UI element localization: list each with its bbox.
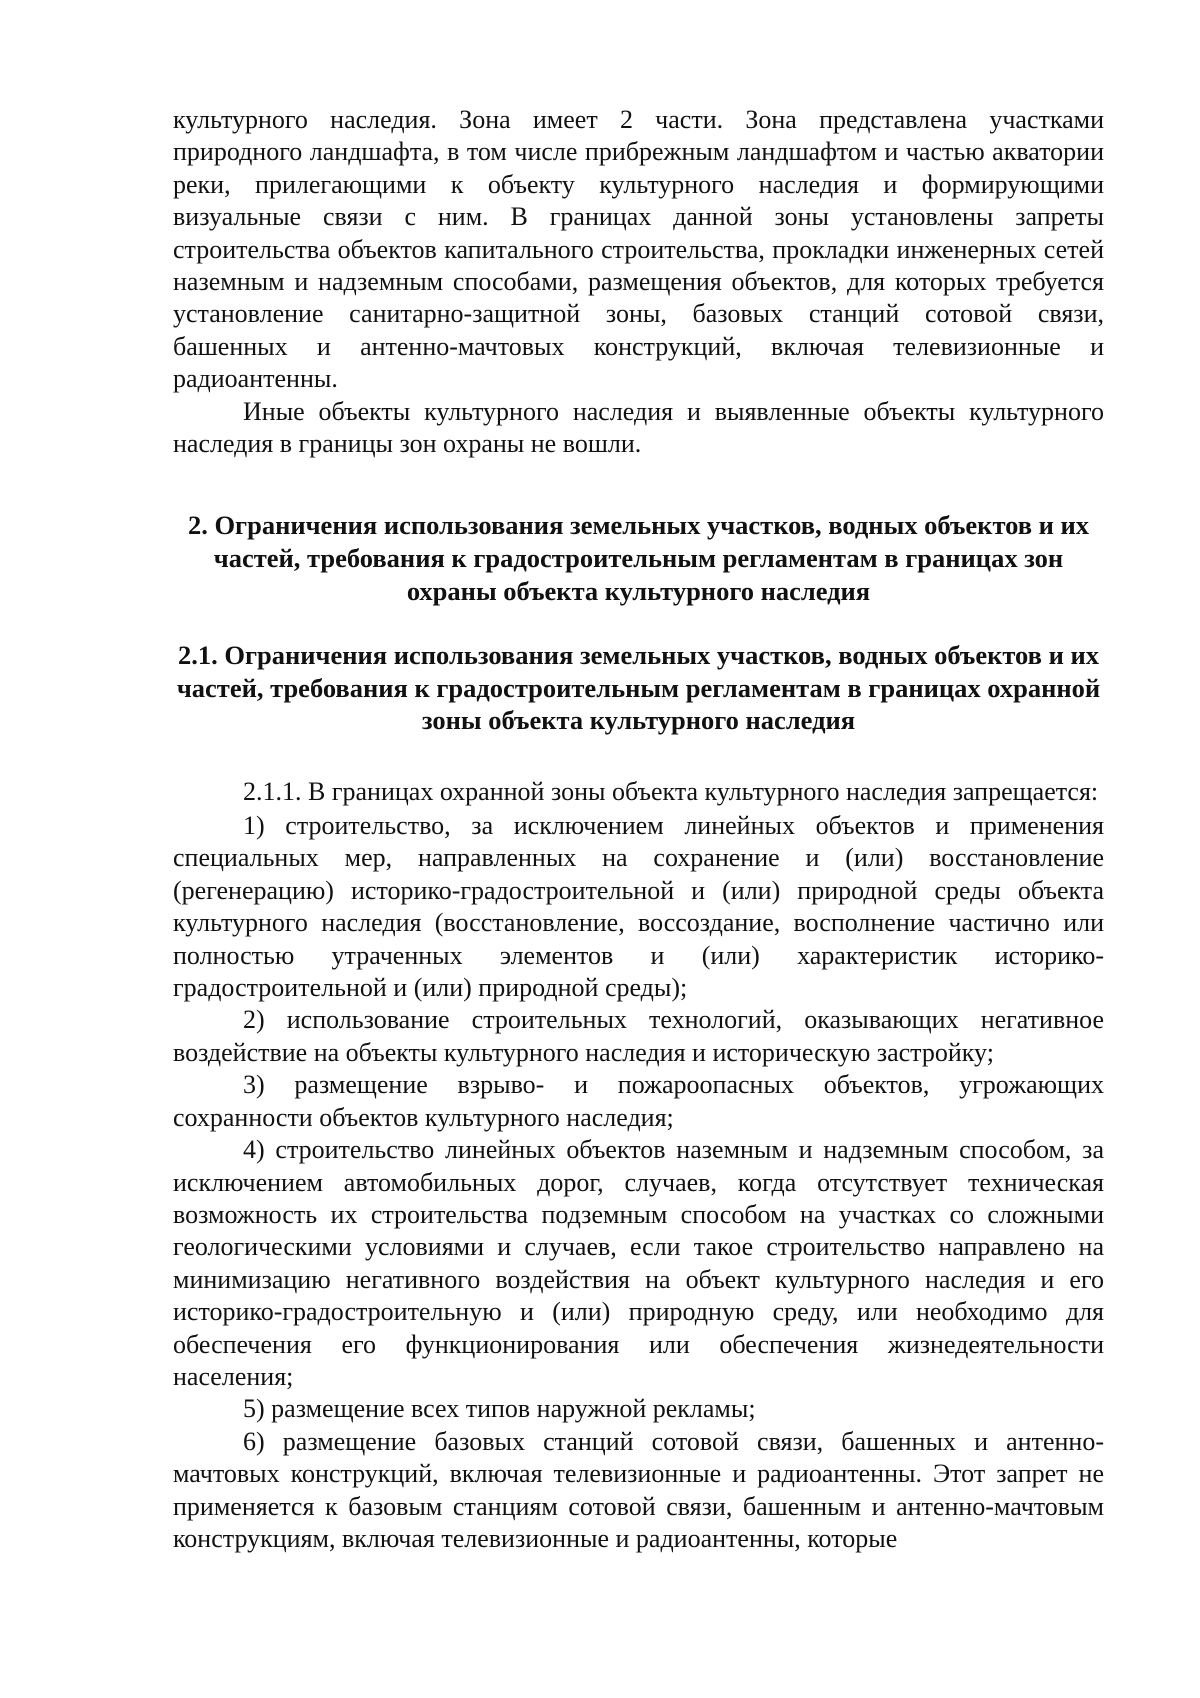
list-item-6: 6) размещение базовых станций сотовой связи, башенных и антенно-мачтовых конструкций, включая телевизионные и радиоантенны. Этот запрет не применяется к базовым станциям сотовой связи, башенным и антенно-мачтовым конструкциям, включая телевизионные и радиоантенны, которые: [173, 1426, 1104, 1553]
other-objects-paragraph: Иные объекты культурного наследия и выявленные объекты культурного наследия в границы зон охраны не вошли.: [173, 396, 1104, 459]
list-item-4: 4) строительство линейных объектов наземным и надземным способом, за исключением автомобильных дорог, случаев, когда отсутствует техническая возможность их строительства подземным способом на участках со сложными геологическими условиями и случаев, если такое строительство направлено на минимизацию негативного воздействия на объект культурного наследия и его историко-градостроительную и (или) природную среду, или необходимо для обеспечения его функционирования или обеспечения жизнедеятельности населения;: [173, 1135, 1104, 1391]
section-2-1-heading: 2.1. Ограничения использования земельных участков, водных объектов и их частей, требования к градостроительным регламентам в границах охранной зоны объекта культурного наследия: [176, 640, 1101, 736]
list-item-2: 2) использование строительных технологий, оказывающих негативное воздействие на объекты культурного наследия и историческую застройку;: [173, 1005, 1104, 1067]
clause-2-1-1: 2.1.1. В границах охранной зоны объекта культурного наследия запрещается:: [243, 777, 1099, 807]
list-item-5: 5) размещение всех типов наружной рекламы;: [243, 1394, 756, 1424]
section-2-heading: 2. Ограничения использования земельных участков, водных объектов и их частей, требования к градостроительным регламентам в границах зон охраны объекта культурного наследия: [187, 510, 1090, 606]
list-item-1: 1) строительство, за исключением линейных объектов и применения специальных мер, направленных на сохранение и (или) восстановление (регенерацию) историко-градостроительной и (или) природной среды объекта культурного наследия (восстановление, воссоздание, восполнение частично или полностью утраченных элементов и (или) характеристик историко-градостроительной и (или) природной среды);: [173, 811, 1104, 1003]
list-item-3: 3) размещение взрыво- и пожароопасных объектов, угрожающих сохранности объектов культурного наследия;: [173, 1070, 1104, 1132]
intro-paragraph: культурного наследия. Зона имеет 2 части. Зона представлена участками природного ландшафта, в том числе прибрежным ландшафтом и частью акватории реки, прилегающими к объекту культурного наследия и формирующими визуальные связи с ним. В границах данной зоны установлены запреты строительства объектов капитального строительства, прокладки инженерных сетей наземным и надземным способами, размещения объектов, для которых требуется установление санитарно-защитной зоны, базовых станций сотовой связи, башенных и антенно-мачтовых конструкций, включая телевизионные и радиоантенны.: [173, 105, 1104, 394]
